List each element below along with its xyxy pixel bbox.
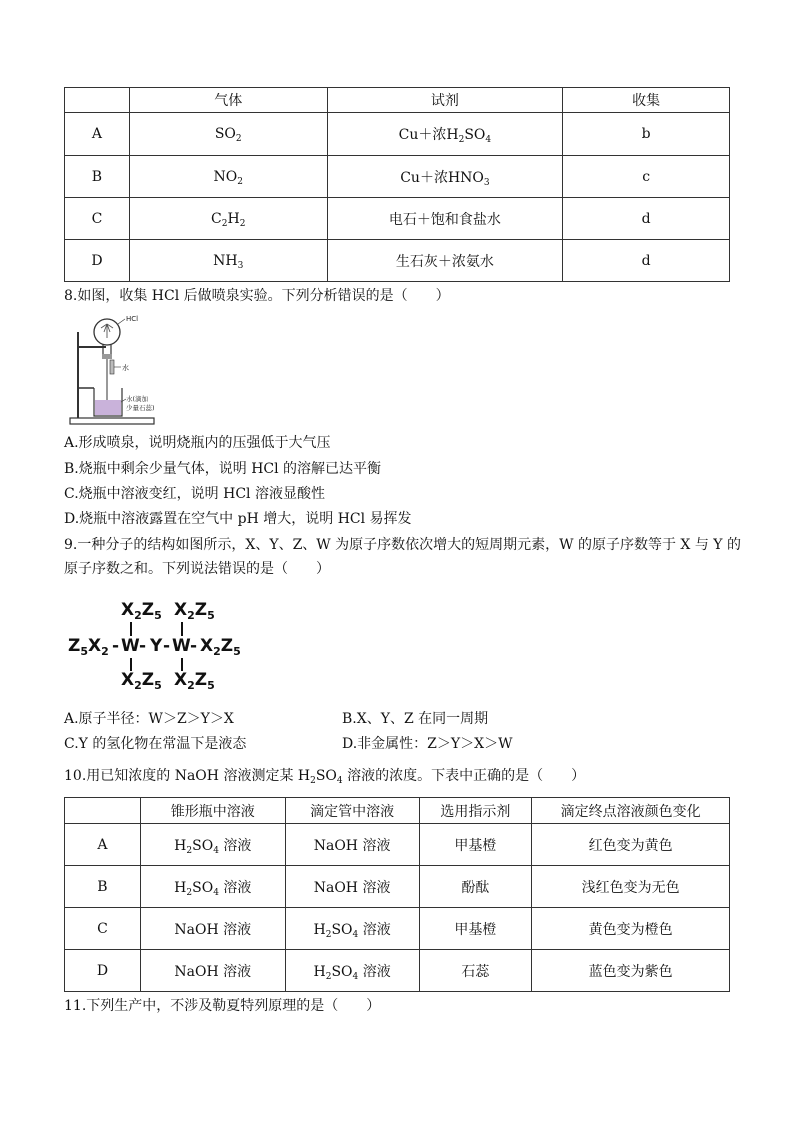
group-right: $X_2Z_5$	[200, 636, 241, 658]
row-label: D	[65, 240, 130, 282]
q8-option-a: A.形成喷泉，说明烧瓶内的压强低于大气压	[64, 435, 331, 451]
bond-right: -	[190, 636, 198, 656]
bond-yw: -	[163, 636, 171, 656]
indicator-cell: 石蕊	[419, 950, 532, 992]
q9-option-a: A.原子半径：W＞Z＞Y＞X	[64, 711, 234, 727]
q9-option-d: D.非金属性：Z＞Y＞X＞W	[342, 736, 513, 752]
color-change-cell: 黄色变为橙色	[532, 908, 730, 950]
question-9-stem-1: 9.一种分子的结构如图所示，X、Y、Z、W 为原子序数依次增大的短周期元素，W 的原子序数等于 X 与 Y 的	[64, 537, 741, 553]
reagent-cell: Cu＋浓$H_2SO_4$	[327, 113, 563, 156]
table-row	[65, 198, 730, 240]
header-collect: 收集	[563, 88, 730, 113]
atom-w-left: W	[121, 636, 140, 656]
label-hcl: HCl	[126, 315, 139, 323]
header-color-change: 滴定终点溶液颜色变化	[532, 798, 730, 824]
table-row	[65, 824, 730, 866]
reagent-cell: 生石灰＋浓氨水	[327, 240, 563, 282]
group-left: $Z_5X_2$	[68, 636, 109, 658]
indicator-cell: 酚酞	[419, 866, 532, 908]
gas-cell: $SO_2$	[129, 113, 327, 156]
gas-cell: $C_2H_2$	[129, 198, 327, 240]
label-water: 水	[122, 364, 129, 372]
row-label: C	[65, 908, 141, 950]
color-change-cell: 红色变为黄色	[532, 824, 730, 866]
indicator-cell: 甲基橙	[419, 824, 532, 866]
label-beaker-1: 水(滴加	[126, 395, 149, 403]
q9-option-b: B.X、Y、Z 在同一周期	[342, 711, 489, 727]
flask-cell: $H_2SO_4$ 溶液	[140, 824, 285, 866]
gas-table-header	[65, 88, 730, 113]
row-label: A	[65, 113, 130, 156]
atom-w-right: W	[172, 636, 191, 656]
header-cell	[65, 88, 130, 113]
table-row	[65, 156, 730, 198]
flask-cell: NaOH 溶液	[140, 908, 285, 950]
color-change-cell: 浅红色变为无色	[532, 866, 730, 908]
header-reagent: 试剂	[327, 88, 563, 113]
molecule-structure-figure	[68, 600, 248, 692]
burette-cell: $H_2SO_4$ 溶液	[285, 950, 419, 992]
group-top-right: $X_2Z_5$	[174, 600, 215, 622]
gas-cell: $NH_3$	[129, 240, 327, 282]
collect-cell: b	[563, 113, 730, 156]
header-flask: 锥形瓶中溶液	[140, 798, 285, 824]
collect-cell: c	[563, 156, 730, 198]
reagent-cell: 电石＋饱和食盐水	[327, 198, 563, 240]
header-indicator: 选用指示剂	[419, 798, 532, 824]
row-label: B	[65, 156, 130, 198]
header-cell	[65, 798, 141, 824]
row-label: B	[65, 866, 141, 908]
flask-cell: NaOH 溶液	[140, 950, 285, 992]
group-top-left: $X_2Z_5$	[121, 600, 162, 622]
row-label: D	[65, 950, 141, 992]
question-11-stem: 11.下列生产中，不涉及勒夏特列原理的是（ ）	[64, 998, 381, 1014]
question-9-stem-2: 原子序数之和。下列说法错误的是（ ）	[64, 561, 330, 577]
table-row	[65, 950, 730, 992]
row-label: A	[65, 824, 141, 866]
bond-vertical	[181, 622, 183, 636]
gas-cell: $NO_2$	[129, 156, 327, 198]
atom-y: Y	[150, 636, 163, 656]
gas-table	[64, 87, 730, 282]
collect-cell: d	[563, 240, 730, 282]
label-beaker-2: 少量石蕊)	[126, 404, 155, 412]
burette-cell: NaOH 溶液	[285, 866, 419, 908]
collect-cell: d	[563, 198, 730, 240]
q9-option-c: C.Y 的氢化物在常温下是液态	[64, 736, 247, 752]
question-10-stem: 10.用已知浓度的 NaOH 溶液测定某 $H_2SO_4$ 溶液的浓度。下表中正确的是（ ）	[64, 768, 586, 786]
table-row	[65, 240, 730, 282]
table-row	[65, 908, 730, 950]
header-burette: 滴定管中溶液	[285, 798, 419, 824]
flask-cell: $H_2SO_4$ 溶液	[140, 866, 285, 908]
question-8-stem: 8.如图，收集 HCl 后做喷泉实验。下列分析错误的是（ ）	[64, 288, 450, 304]
indicator-cell: 甲基橙	[419, 908, 532, 950]
color-change-cell: 蓝色变为紫色	[532, 950, 730, 992]
row-label: C	[65, 198, 130, 240]
bond-left: -	[112, 636, 120, 656]
burette-cell: $H_2SO_4$ 溶液	[285, 908, 419, 950]
bond-vertical	[130, 622, 132, 636]
group-bottom-left: $X_2Z_5$	[121, 670, 162, 692]
group-bottom-right: $X_2Z_5$	[174, 670, 215, 692]
header-gas: 气体	[129, 88, 327, 113]
reagent-cell: Cu＋浓$HNO_3$	[327, 156, 563, 198]
fountain-apparatus-figure	[66, 310, 176, 428]
table-row	[65, 113, 730, 156]
bond-wy: -	[139, 636, 147, 656]
table-row	[65, 866, 730, 908]
titration-table-header	[65, 798, 730, 824]
burette-cell: NaOH 溶液	[285, 824, 419, 866]
q8-option-c: C.烧瓶中溶液变红，说明 HCl 溶液显酸性	[64, 486, 325, 502]
q8-option-d: D.烧瓶中溶液露置在空气中 pH 增大，说明 HCl 易挥发	[64, 511, 412, 527]
titration-table	[64, 797, 730, 992]
q8-option-b: B.烧瓶中剩余少量气体，说明 HCl 的溶解已达平衡	[64, 461, 382, 477]
